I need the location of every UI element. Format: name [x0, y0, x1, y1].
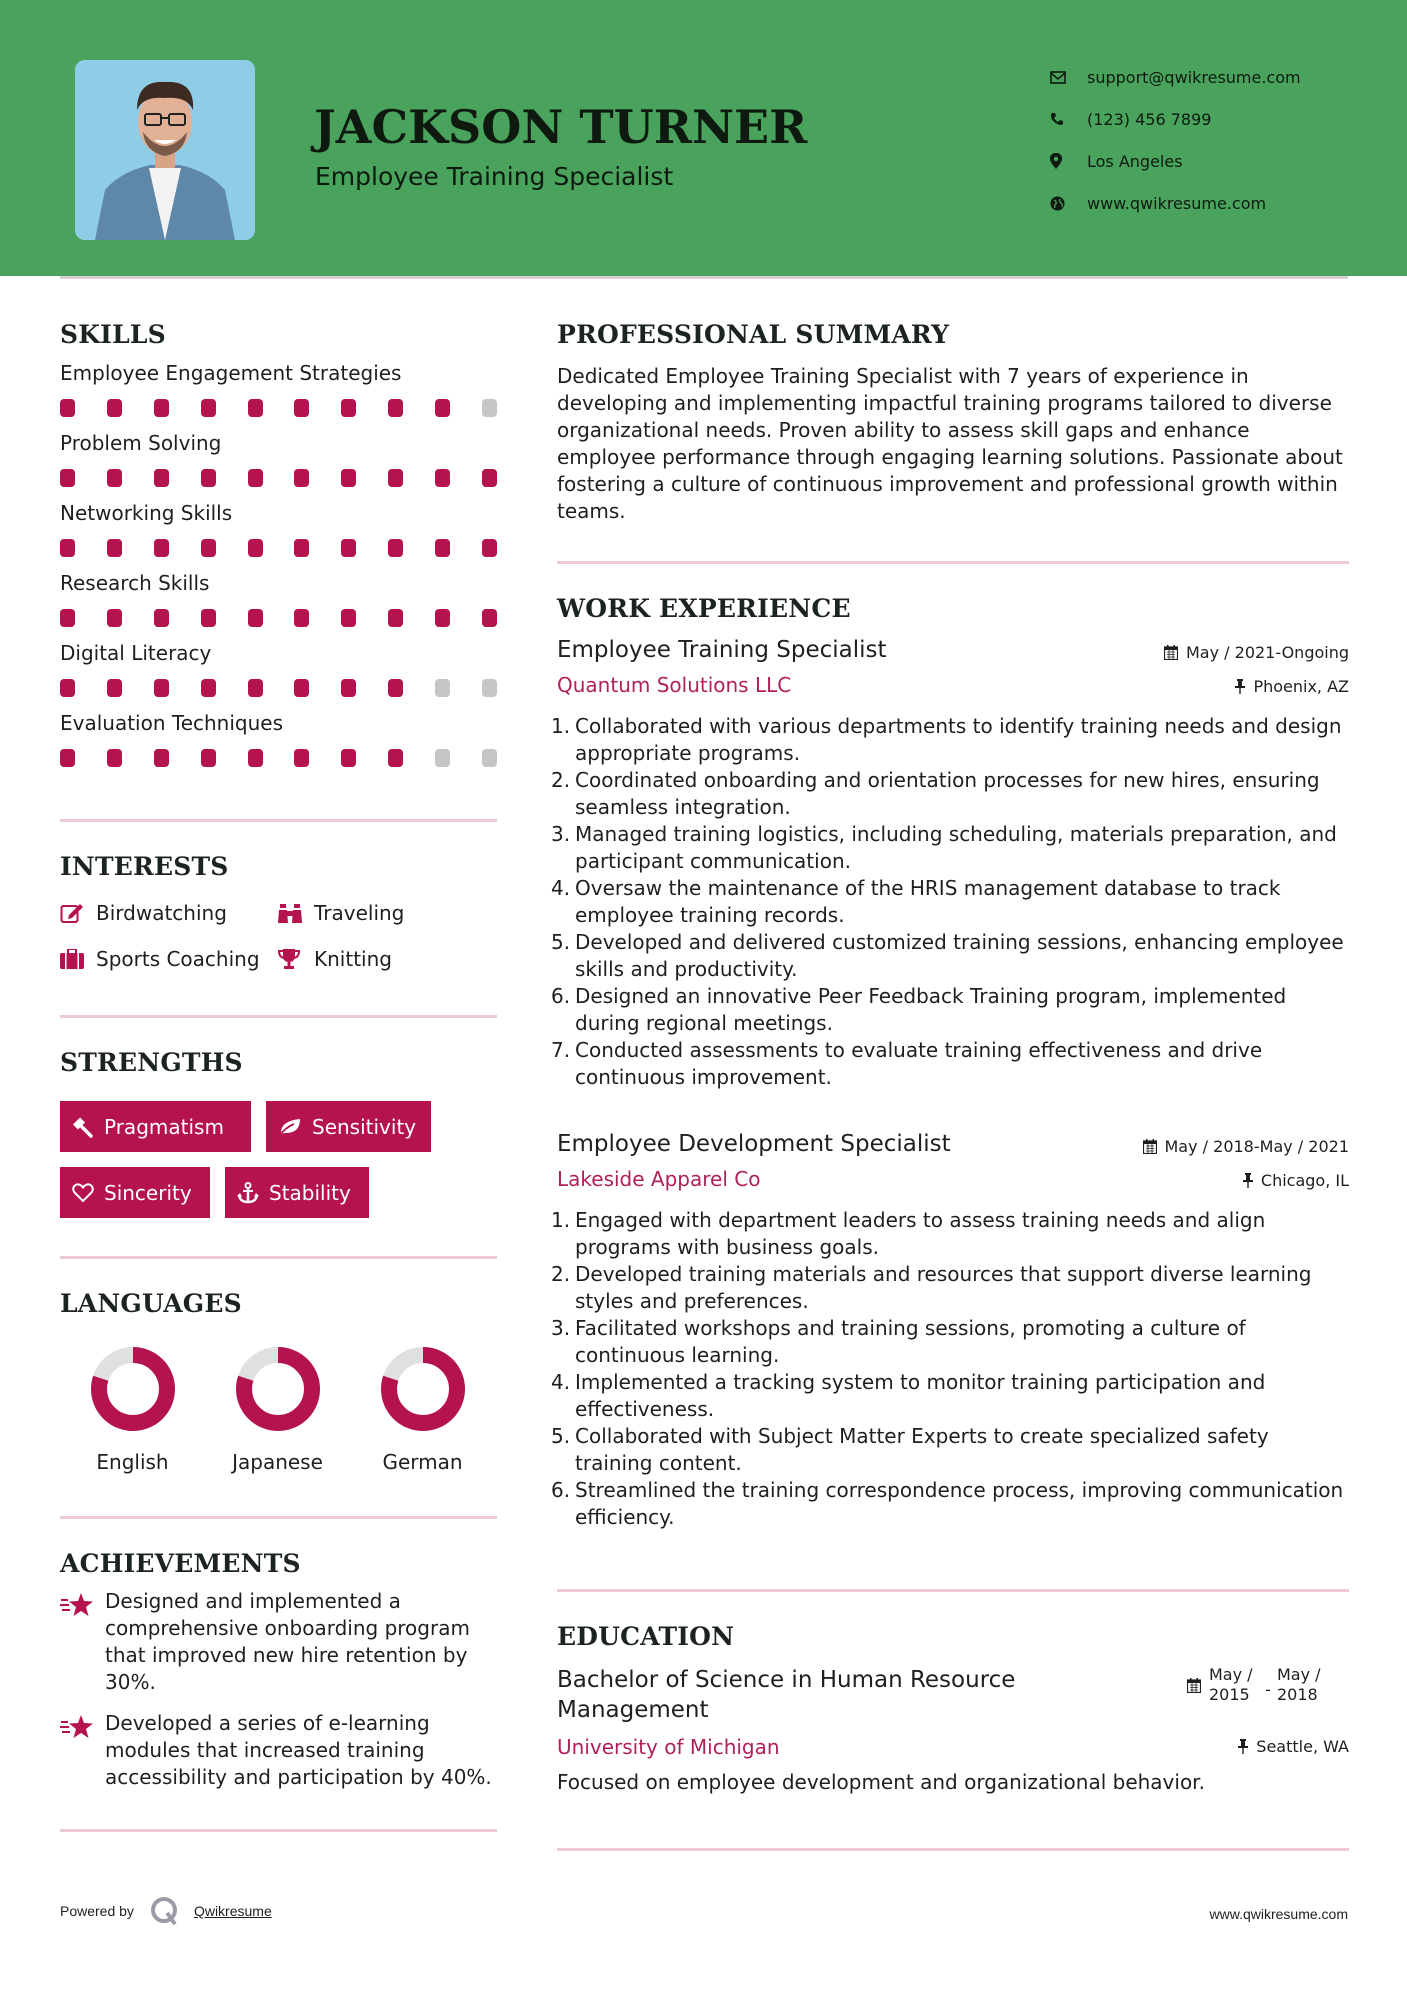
rating-dot-empty: [482, 749, 497, 767]
rating-dot-filled: [107, 749, 122, 767]
rating-dot-filled: [482, 609, 497, 627]
rating-dot-filled: [154, 609, 169, 627]
bullet-text: Conducted assessments to evaluate training effectiveness and drive continuous improvement.: [575, 1038, 1263, 1089]
education-location-text: Seattle, WA: [1256, 1737, 1349, 1756]
skill-label: Networking Skills: [60, 501, 233, 525]
rating-dot-filled: [107, 679, 122, 697]
section-divider: [557, 1848, 1349, 1851]
section-divider: [60, 819, 497, 822]
qwikresume-logo-icon: [150, 1896, 180, 1926]
contact-website-text: www.qwikresume.com: [1087, 193, 1267, 213]
bullet-text: Engaged with department leaders to assess training needs and align programs with business goals.: [575, 1208, 1266, 1259]
rating-dot-filled: [154, 469, 169, 487]
powered-by-label: Powered by: [60, 1903, 134, 1919]
bullet-number: 5.: [551, 930, 571, 954]
job-entry: [551, 1131, 1349, 1531]
resume-header: [0, 0, 1407, 276]
language-item: [60, 1346, 205, 1474]
achievement-text: Developed a series of e-learning modules that increased training accessibility and participation by 40%.: [105, 1711, 492, 1789]
strength-tag: [60, 1101, 251, 1152]
bullet-number: 2.: [551, 768, 571, 792]
job-head: [557, 1131, 1349, 1157]
summary-section: [557, 320, 1349, 525]
rating-dot-filled: [388, 679, 403, 697]
pin-icon: [1235, 679, 1245, 694]
right-column: [551, 320, 1349, 1851]
education-date-separator: -: [1265, 1679, 1271, 1699]
bullet-number: 4.: [551, 876, 571, 900]
star-icon: [60, 1710, 105, 1791]
contact-location: [1050, 140, 1301, 182]
skill-label: Digital Literacy: [60, 641, 212, 665]
rating-dot-filled: [294, 539, 309, 557]
education-description: Focused on employee development and organizational behavior.: [557, 1770, 1205, 1794]
skill-rating: [60, 539, 497, 557]
strength-tag: [225, 1167, 369, 1218]
rating-dot-filled: [201, 679, 216, 697]
bullet-text: Managed training logistics, including scheduling, materials preparation, and participant communication.: [575, 822, 1337, 873]
rating-dot-empty: [435, 749, 450, 767]
rating-dot-filled: [60, 749, 75, 767]
rating-dot-filled: [294, 469, 309, 487]
bullet-text: Coordinated onboarding and orientation processes for new hires, ensuring seamless integration.: [575, 768, 1320, 819]
contact-phone-text: (123) 456 7899: [1087, 109, 1212, 129]
strength-tag: [60, 1167, 210, 1218]
job-location-text: Chicago, IL: [1260, 1171, 1349, 1190]
interest-item: [60, 899, 278, 927]
rating-dot-filled: [388, 539, 403, 557]
bullet-text: Oversaw the maintenance of the HRIS management database to track employee training records.: [575, 876, 1281, 927]
rating-dot-filled: [201, 399, 216, 417]
job-title: Employee Development Specialist: [557, 1131, 951, 1157]
strength-tag: [266, 1101, 431, 1152]
job-bullet: [551, 821, 1349, 875]
interest-label: Knitting: [314, 947, 392, 971]
section-divider: [60, 1829, 497, 1832]
header-divider: [60, 276, 1348, 279]
strength-label: Pragmatism: [104, 1114, 224, 1139]
rating-dot-filled: [435, 539, 450, 557]
section-divider: [60, 1516, 497, 1519]
bullet-text: Developed training materials and resources that support diverse learning styles and preferences.: [575, 1262, 1312, 1313]
language-proficiency-donut: [380, 1346, 466, 1432]
section-divider: [557, 561, 1349, 564]
gavel-icon: [72, 1116, 94, 1138]
job-bullet: [551, 1261, 1349, 1315]
bullet-number: 4.: [551, 1370, 571, 1394]
education-start: May / 2015: [1209, 1665, 1253, 1704]
bullet-text: Streamlined the training correspondence process, improving communication efficiency.: [575, 1478, 1344, 1529]
skill-label: Evaluation Techniques: [60, 711, 284, 735]
section-divider: [557, 1589, 1349, 1592]
left-column: [60, 320, 497, 1832]
interests-list: [60, 899, 497, 973]
contact-email[interactable]: [1050, 56, 1301, 98]
rating-dot-filled: [154, 539, 169, 557]
globe-icon: [1050, 196, 1087, 211]
language-proficiency-donut: [90, 1346, 176, 1432]
jobs-list: [551, 637, 1349, 1531]
calendar-icon: [1187, 1678, 1201, 1693]
bullet-number: 1.: [551, 1208, 571, 1232]
job-bullet: [551, 713, 1349, 767]
rating-dot-filled: [294, 679, 309, 697]
education-heading: EDUCATION: [557, 1622, 735, 1651]
pin-icon: [1238, 1739, 1248, 1754]
job-dates-text: May / 2018-May / 2021: [1164, 1137, 1349, 1156]
interest-label: Traveling: [314, 901, 405, 925]
language-label: English: [96, 1450, 169, 1474]
rating-dot-filled: [60, 539, 75, 557]
bullet-number: 6.: [551, 984, 571, 1008]
rating-dot-empty: [482, 399, 497, 417]
skill-rating: [60, 749, 497, 767]
candidate-name: JACKSON TURNER: [314, 100, 808, 154]
rating-dot-filled: [107, 399, 122, 417]
education-subhead: [557, 1725, 1349, 1759]
skills-list: [60, 361, 497, 767]
rating-dot-filled: [248, 609, 263, 627]
bullet-number: 1.: [551, 714, 571, 738]
profile-photo: [75, 60, 255, 240]
job-bullet: [551, 983, 1349, 1037]
rating-dot-filled: [294, 399, 309, 417]
education-end: May / 2018: [1277, 1665, 1321, 1704]
education-head: [557, 1665, 1349, 1725]
rating-dot-empty: [482, 679, 497, 697]
job-subhead: [557, 663, 1349, 697]
briefcase-icon: [60, 949, 96, 969]
interests-heading: INTERESTS: [60, 852, 229, 881]
qwikresume-link[interactable]: Qwikresume: [193, 1903, 272, 1919]
rating-dot-filled: [60, 399, 75, 417]
job-bullet: [551, 929, 1349, 983]
language-item: [205, 1346, 350, 1474]
language-item: [350, 1346, 495, 1474]
rating-dot-filled: [341, 399, 356, 417]
rating-dot-filled: [107, 539, 122, 557]
interest-item: [278, 899, 478, 927]
education-school: University of Michigan: [557, 1735, 780, 1759]
footer-powered-by: [60, 1896, 272, 1926]
language-label: German: [382, 1450, 463, 1474]
achievement-text: Designed and implemented a comprehensive onboarding program that improved new hire retention by 30%.: [105, 1589, 470, 1694]
bullet-number: 3.: [551, 1316, 571, 1340]
strengths-heading: STRENGTHS: [60, 1048, 243, 1077]
interest-label: Sports Coaching: [96, 947, 260, 971]
bullet-number: 6.: [551, 1478, 571, 1502]
interest-label: Birdwatching: [96, 901, 227, 925]
rating-dot-filled: [201, 539, 216, 557]
summary-heading: PROFESSIONAL SUMMARY: [557, 320, 950, 349]
bullet-text: Facilitated workshops and training sessions, promoting a culture of continuous learning.: [575, 1316, 1246, 1367]
education-dates: [1187, 1665, 1323, 1705]
rating-dot-filled: [294, 609, 309, 627]
skill-rating: [60, 399, 497, 417]
skills-heading: SKILLS: [60, 320, 166, 349]
interest-item: [278, 945, 478, 973]
skills-section: [60, 320, 497, 767]
leaf-icon: [278, 1117, 302, 1137]
bullet-text: Collaborated with various departments to identify training needs and design appropriate programs.: [575, 714, 1342, 765]
rating-dot-filled: [201, 469, 216, 487]
job-bullet: [551, 1369, 1349, 1423]
achievements-section: [60, 1549, 497, 1791]
job-location: [1235, 677, 1349, 696]
job-bullet: [551, 1037, 1349, 1091]
skill-rating: [60, 469, 497, 487]
rating-dot-filled: [435, 469, 450, 487]
rating-dot-filled: [248, 469, 263, 487]
job-entry: [551, 637, 1349, 1091]
skill-label: Research Skills: [60, 571, 210, 595]
contact-phone[interactable]: [1050, 98, 1301, 140]
rating-dot-filled: [107, 469, 122, 487]
strength-label: Stability: [269, 1180, 351, 1205]
bullet-number: 5.: [551, 1424, 571, 1448]
rating-dot-filled: [388, 749, 403, 767]
job-dates-text: May / 2021-Ongoing: [1186, 643, 1349, 662]
bullet-text: Developed and delivered customized training sessions, enhancing employee skills and productivity.: [575, 930, 1344, 981]
rating-dot-filled: [341, 469, 356, 487]
job-bullet: [551, 1315, 1349, 1369]
rating-dot-filled: [154, 749, 169, 767]
rating-dot-filled: [341, 749, 356, 767]
rating-dot-filled: [248, 539, 263, 557]
rating-dot-filled: [154, 679, 169, 697]
heart-icon: [72, 1183, 94, 1203]
rating-dot-filled: [60, 679, 75, 697]
pin-icon: [1243, 1173, 1253, 1188]
job-bullet: [551, 767, 1349, 821]
calendar-icon: [1143, 1139, 1157, 1154]
star-icon: [60, 1588, 105, 1696]
strengths-section: [60, 1048, 497, 1218]
rating-dot-empty: [435, 679, 450, 697]
job-bullet: [551, 875, 1349, 929]
skill-rating: [60, 609, 497, 627]
job-company: Quantum Solutions LLC: [557, 673, 792, 697]
experience-heading: WORK EXPERIENCE: [557, 594, 851, 623]
rating-dot-filled: [341, 539, 356, 557]
envelope-icon: [1050, 71, 1087, 84]
contact-list: [1050, 56, 1301, 224]
skill-rating: [60, 679, 497, 697]
rating-dot-filled: [201, 749, 216, 767]
skill-label: Employee Engagement Strategies: [60, 361, 402, 385]
rating-dot-filled: [248, 749, 263, 767]
job-dates: [1143, 1137, 1350, 1156]
anchor-icon: [237, 1182, 259, 1204]
rating-dot-filled: [435, 609, 450, 627]
rating-dot-filled: [248, 399, 263, 417]
interest-item: [60, 945, 278, 973]
strengths-list: [60, 1101, 480, 1218]
rating-dot-filled: [388, 609, 403, 627]
education-section: [557, 1622, 1349, 1796]
job-bullets: [551, 713, 1349, 1091]
rating-dot-filled: [107, 609, 122, 627]
interests-section: [60, 852, 497, 973]
bullet-number: 7.: [551, 1038, 571, 1062]
rating-dot-filled: [388, 399, 403, 417]
language-proficiency-donut: [235, 1346, 321, 1432]
map-marker-icon: [1050, 153, 1087, 169]
bullet-text: Collaborated with Subject Matter Experts to create specialized safety training content.: [575, 1424, 1269, 1475]
rating-dot-filled: [435, 399, 450, 417]
achievements-heading: ACHIEVEMENTS: [60, 1549, 301, 1578]
edit-icon: [60, 902, 96, 924]
bullet-number: 3.: [551, 822, 571, 846]
bullet-text: Designed an innovative Peer Feedback Training program, implemented during regional meetings.: [575, 984, 1287, 1035]
contact-email-text: support@qwikresume.com: [1087, 67, 1301, 87]
job-title: Employee Training Specialist: [557, 637, 887, 663]
languages-list: [60, 1346, 497, 1474]
rating-dot-filled: [294, 749, 309, 767]
contact-location-text: Los Angeles: [1087, 151, 1183, 171]
rating-dot-filled: [201, 609, 216, 627]
rating-dot-filled: [341, 609, 356, 627]
job-dates: [1164, 643, 1349, 662]
achievement-item: [60, 1588, 497, 1696]
languages-heading: LANGUAGES: [60, 1289, 242, 1318]
job-head: [557, 637, 1349, 663]
calendar-icon: [1164, 645, 1178, 660]
rating-dot-filled: [154, 399, 169, 417]
job-company: Lakeside Apparel Co: [557, 1167, 761, 1191]
language-label: Japanese: [232, 1450, 323, 1474]
footer-website[interactable]: www.qwikresume.com: [1209, 1906, 1348, 1922]
summary-text: Dedicated Employee Training Specialist with 7 years of experience in developing and implementing impactful training programs tailored to diverse organizational needs. Proven ability to assess skill gaps and enhance employee performance through engaging learning solutions. Passionate about fostering a culture of continuous improvement and professional growth within teams.: [557, 364, 1343, 523]
experience-section: [551, 594, 1349, 1531]
phone-icon: [1050, 112, 1087, 126]
skill-label: Problem Solving: [60, 431, 222, 455]
rating-dot-filled: [60, 609, 75, 627]
rating-dot-filled: [248, 679, 263, 697]
section-divider: [60, 1256, 497, 1259]
candidate-title: Employee Training Specialist: [315, 162, 674, 191]
rating-dot-filled: [482, 469, 497, 487]
job-bullet: [551, 1207, 1349, 1261]
education-degree: Bachelor of Science in Human Resource Management: [557, 1667, 1016, 1723]
languages-section: [60, 1289, 497, 1474]
bullet-text: Implemented a tracking system to monitor training participation and effectiveness.: [575, 1370, 1266, 1421]
job-bullets: [551, 1207, 1349, 1531]
section-divider: [60, 1015, 497, 1018]
rating-dot-filled: [60, 469, 75, 487]
job-bullet: [551, 1477, 1349, 1531]
rating-dot-filled: [388, 469, 403, 487]
achievement-item: [60, 1710, 497, 1791]
bullet-number: 2.: [551, 1262, 571, 1286]
contact-website[interactable]: [1050, 182, 1301, 224]
job-subhead: [557, 1157, 1349, 1191]
binoculars-icon: [278, 902, 314, 924]
education-location: [1238, 1737, 1349, 1756]
trophy-icon: [278, 948, 314, 970]
job-bullet: [551, 1423, 1349, 1477]
strength-label: Sincerity: [104, 1180, 192, 1205]
strength-label: Sensitivity: [312, 1114, 417, 1139]
rating-dot-filled: [482, 539, 497, 557]
rating-dot-filled: [341, 679, 356, 697]
job-location: [1243, 1171, 1349, 1190]
job-location-text: Phoenix, AZ: [1253, 677, 1349, 696]
